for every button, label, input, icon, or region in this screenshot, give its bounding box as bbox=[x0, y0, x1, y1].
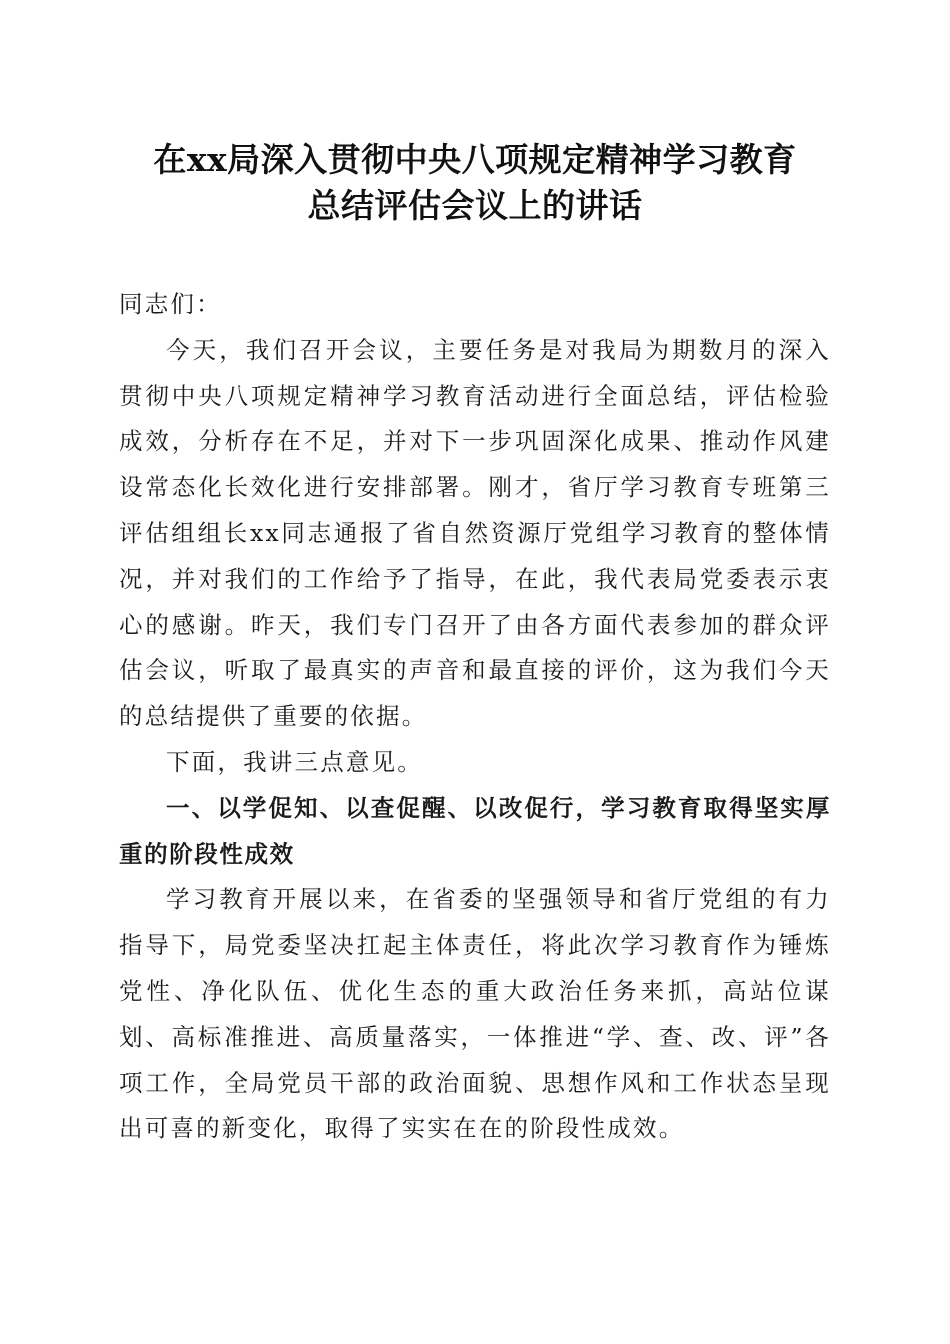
document-title bbox=[100, 137, 850, 229]
opening-paragraph: 今天，我们召开会议，主要任务是对我局为期数月的深入贯彻中央八项规定精神学习教育活动进行全面总结，评估检验成效，分析存在不足，并对下一步巩固深化成果、推动作风建设常态化长效化进行安排部署。刚才，省厅学习教育专班第三评估组组长xx同志通报了省自然资源厅党组学习教育的整体情况，并对我们的工作给予了指导，在此，我代表局党委表示衷心的感谢。昨天，我们专门召开了由各方面代表参加的群众评估会议，听取了最真实的声音和最直接的评价，这为我们今天的总结提供了重要的依据。 bbox=[119, 335, 831, 731]
title-line-1: 在xx局深入贯彻中央八项规定精神学习教育 bbox=[153, 140, 797, 179]
salutation: 同志们： bbox=[119, 290, 222, 318]
document-body bbox=[119, 282, 831, 1152]
title-line-2: 总结评估会议上的讲话 bbox=[307, 186, 643, 225]
transition-paragraph: 下面，我讲三点意见。 bbox=[166, 747, 423, 776]
section-1-heading: 一、以学促知、以查促醒、以改促行，学习教育取得坚实厚重的阶段性成效 bbox=[119, 793, 831, 868]
section-1-paragraph: 学习教育开展以来，在省委的坚强领导和省厅党组的有力指导下，局党委坚决扛起主体责任，将此次学习教育作为锤炼党性、净化队伍、优化生态的重大政治任务来抓，高站位谋划、高标准推进、高质量落实，一体推进“学、查、改、评”各项工作，全局党员干部的政治面貌、思想作风和工作状态呈现出可喜的新变化，取得了实实在在的阶段性成效。 bbox=[119, 885, 831, 1143]
